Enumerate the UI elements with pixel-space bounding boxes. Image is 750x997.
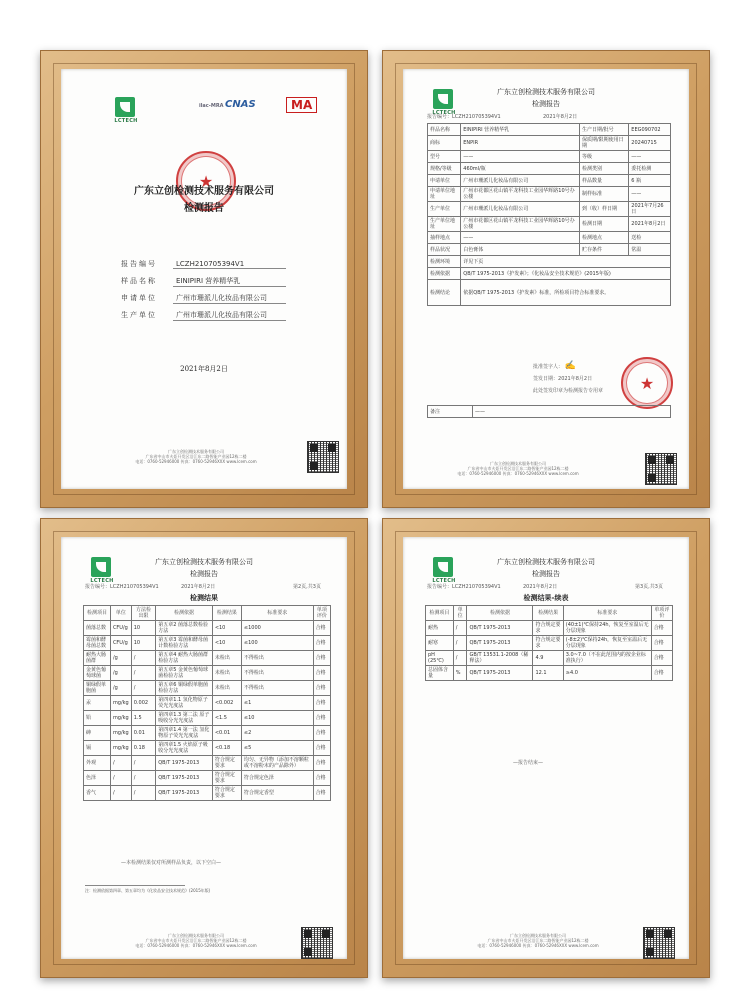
table-row <box>84 666 331 681</box>
table-cell: 未检出 <box>212 666 241 681</box>
column-header: 单项评价 <box>651 606 672 621</box>
footer-line-3: 电话：0760-52946000 传真：0760-52946XXX www.lcem.com <box>135 459 257 464</box>
info-value: 2021年7月26日 <box>629 202 671 217</box>
info-value: 460ml/瓶 <box>461 163 580 175</box>
frame-results-continued <box>382 518 710 978</box>
table-row <box>84 771 331 786</box>
sign-date-line <box>533 375 592 382</box>
info-table <box>427 123 671 306</box>
footnote-divider <box>85 885 185 886</box>
info-table-row <box>428 268 671 280</box>
report-no-label: 报告编号： <box>427 114 453 120</box>
table-cell: 第五章6 铜绿假单胞菌检验方法 <box>156 681 213 696</box>
qr-code <box>301 927 333 959</box>
cnas-logo: CNAS <box>225 99 256 110</box>
table-cell: ≤10 <box>241 711 313 726</box>
table-cell: 第五章4 耐热大肠菌群检验方法 <box>156 651 213 666</box>
table-cell: ≤1 <box>241 696 313 711</box>
table-cell: 0.18 <box>131 741 155 756</box>
table-cell: 合格 <box>313 681 330 696</box>
table-cell: 合格 <box>313 696 330 711</box>
table-cell: <10 <box>212 636 241 651</box>
footer-line-3: 电话：0760-52946000 传真：0760-52946XXX www.lcem.com <box>457 471 579 476</box>
info-label: 检测结论 <box>428 280 461 306</box>
remark-value: —— <box>473 406 671 418</box>
table-cell: 第四章1.3 第二法 原子吸收分光光度法 <box>156 711 213 726</box>
footer-line-1: 广东立创检测技术服务有限公司 <box>490 461 546 466</box>
table-cell: 外观 <box>84 756 111 771</box>
table-row <box>84 621 331 636</box>
table-cell: 10 <box>131 621 155 636</box>
frame-cover <box>40 50 368 508</box>
report-no: LCZH210705394V1 <box>452 584 501 590</box>
table-cell: 合格 <box>313 771 330 786</box>
info-label: 申请单位 <box>428 175 461 187</box>
column-header: 标准要求 <box>241 606 313 621</box>
ilac-mra-logo: ilac-MRA <box>199 103 224 109</box>
field-value: EINIPIRI 营养精华乳 <box>173 276 286 287</box>
official-seal: ★ <box>176 151 236 211</box>
table-cell: 合格 <box>313 666 330 681</box>
table-cell: mg/kg <box>110 696 131 711</box>
table-cell: 1.5 <box>131 711 155 726</box>
table-cell: <0.01 <box>212 726 241 741</box>
table-row <box>426 636 673 651</box>
table-cell: / <box>131 786 155 801</box>
table-cell: 均匀、无异物（添加不溶颗粒或不溶粉末的产品除外） <box>241 756 313 771</box>
report-no-label: 报告编号： <box>85 584 111 590</box>
report-no-line <box>427 583 501 590</box>
table-cell: 砷 <box>84 726 111 741</box>
info-page <box>403 69 689 489</box>
field-label: 申请单位 <box>121 294 157 302</box>
table-cell: QB/T 1975-2013 <box>467 636 533 651</box>
results-title: 检测结果 <box>190 593 218 602</box>
official-seal: ★ <box>621 357 673 409</box>
info-table-row <box>428 256 671 268</box>
info-table-row <box>428 151 671 163</box>
results-footer <box>121 933 271 948</box>
table-cell: <0.002 <box>212 696 241 711</box>
footer-line-2: 广东省中山市火炬开发区沿江东二路智能产业园12栋二楼 <box>467 466 569 471</box>
remark-label: 备注 <box>428 406 473 418</box>
info-label: 商标 <box>428 136 461 151</box>
table-cell: CFU/g <box>110 636 131 651</box>
table-row <box>426 621 673 636</box>
table-row <box>84 696 331 711</box>
info-footer <box>443 461 593 476</box>
table-cell: mg/kg <box>110 741 131 756</box>
table-cell: 第五章2 菌落总数检验方法 <box>156 621 213 636</box>
report-end-note: —报告结束— <box>513 760 544 766</box>
table-cell: 铅 <box>84 711 111 726</box>
table-cell: 合格 <box>651 651 672 666</box>
table-cell: ≥4.0 <box>563 666 651 681</box>
report-title: 检测报告 <box>532 100 560 108</box>
seal-note: 此处签发印章为检测报告专用章 <box>533 388 604 394</box>
table-row <box>84 711 331 726</box>
info-label: 申请单位地址 <box>428 187 461 202</box>
logo-text: LCTECH <box>432 110 456 116</box>
table-cell: / <box>131 666 155 681</box>
table-cell: 第四章1.1 氢化物原子荧光光度法 <box>156 696 213 711</box>
table-row <box>84 741 331 756</box>
results-footnote: 注：检测依据第四章、第五章均为《化妆品安全技术规范》(2015年版) <box>85 888 211 893</box>
info-table-row <box>428 175 671 187</box>
frame-info <box>382 50 710 508</box>
info-label: 生产单位地址 <box>428 217 461 232</box>
table-row <box>84 636 331 651</box>
table-row <box>84 786 331 801</box>
results-continued-page <box>403 537 689 959</box>
column-header: 检测结果 <box>212 606 241 621</box>
table-cell: ≤5 <box>241 741 313 756</box>
footer-line-1: 广东立创检测技术服务有限公司 <box>510 933 566 938</box>
field-value: 广州市珊派儿化妆品有限公司 <box>173 310 286 321</box>
info-value: EEG090702 <box>629 124 671 136</box>
footer-line-1: 广东立创检测技术服务有限公司 <box>168 449 224 454</box>
info-label: 检测地点 <box>579 232 628 244</box>
company-name: 广东立创检测技术服务有限公司 <box>497 88 595 96</box>
info-value: 送检 <box>629 232 671 244</box>
column-header: 检测项目 <box>84 606 111 621</box>
table-cell: ≤100 <box>241 636 313 651</box>
info-label: 检测环境 <box>428 256 461 268</box>
table-cell: 合格 <box>313 756 330 771</box>
sign-date: 2021年8月2日 <box>558 376 593 382</box>
info-value: ENPIR <box>461 136 580 151</box>
cover-field-applicant <box>121 293 286 304</box>
table-cell: 3.0~7.0（不在此范围内的按企业标准执行） <box>563 651 651 666</box>
page-number: 第2页,共3页 <box>293 584 321 590</box>
table-cell: / <box>110 771 131 786</box>
column-header: 单位 <box>110 606 131 621</box>
column-header: 单位 <box>453 606 467 621</box>
info-table-row <box>428 202 671 217</box>
field-label: 生产单位 <box>121 311 157 319</box>
info-label: 贮存条件 <box>579 244 628 256</box>
table-cell: 金黄色葡萄球菌 <box>84 666 111 681</box>
report-no-line <box>85 583 159 590</box>
table-cell: 4.9 <box>533 651 563 666</box>
footer-line-2: 广东省中山市火炬开发区沿江东二路智能产业园12栋二楼 <box>145 454 247 459</box>
column-header: 方法检出限 <box>131 606 155 621</box>
table-cell: / <box>131 771 155 786</box>
table-row <box>426 666 673 681</box>
cma-logo: MA <box>286 97 317 113</box>
table-cell: ≤1000 <box>241 621 313 636</box>
info-label: 样品数量 <box>579 175 628 187</box>
table-cell: 符合规定要求 <box>212 771 241 786</box>
info-label: 规格/等级 <box>428 163 461 175</box>
table-cell: GB/T 13531.1-2008（稀释法） <box>467 651 533 666</box>
results-table <box>83 605 331 801</box>
info-table-row <box>428 187 671 202</box>
column-header: 单项评价 <box>313 606 330 621</box>
table-cell: 镉 <box>84 741 111 756</box>
footer-line-3: 电话：0760-52946000 传真：0760-52946XXX www.lcem.com <box>477 943 599 948</box>
table-cell: 汞 <box>84 696 111 711</box>
table-cell: 未检出 <box>212 681 241 696</box>
table-cell: 总固体含量 <box>426 666 454 681</box>
info-label: 型号 <box>428 151 461 163</box>
table-cell: 不得检出 <box>241 681 313 696</box>
lctech-logo <box>109 97 143 129</box>
qr-code <box>307 441 339 473</box>
table-cell: 合格 <box>313 741 330 756</box>
table-cell: 合格 <box>651 621 672 636</box>
info-value: —— <box>629 187 671 202</box>
frame-results <box>40 518 368 978</box>
table-cell: 合格 <box>313 636 330 651</box>
table-cell: 霉菌和酵母菌总数 <box>84 636 111 651</box>
table-cell: 符合规定色泽 <box>241 771 313 786</box>
table-cell: 耐寒 <box>426 636 454 651</box>
field-label: 样品名称 <box>121 277 157 285</box>
info-value: —— <box>461 151 580 163</box>
table-cell: 第四章1.4 第一法 氢化物原子荧光光度法 <box>156 726 213 741</box>
table-cell: 合格 <box>651 666 672 681</box>
remark-table <box>427 405 671 418</box>
report-date: 2021年8月2日 <box>543 114 578 120</box>
table-cell: 符合规定要求 <box>533 621 563 636</box>
info-table-row <box>428 217 671 232</box>
table-cell: 合格 <box>313 651 330 666</box>
continued-footer <box>463 933 613 948</box>
info-value: 详见下页 <box>461 256 671 268</box>
cover-footer <box>121 449 271 464</box>
company-name: 广东立创检测技术服务有限公司 <box>134 186 274 197</box>
report-title: 检测报告 <box>532 570 560 578</box>
column-header: 标准要求 <box>563 606 651 621</box>
column-header: 检测依据 <box>467 606 533 621</box>
field-value: 广州市珊派儿化妆品有限公司 <box>173 293 286 304</box>
info-value: EINIPIRI 营养精华乳 <box>461 124 580 136</box>
signer-line <box>533 361 576 371</box>
footer-line-1: 广东立创检测技术服务有限公司 <box>168 933 224 938</box>
info-label: 检测日期 <box>579 217 628 232</box>
table-cell: 符合规定要求 <box>212 756 241 771</box>
table-cell: 符合规定香型 <box>241 786 313 801</box>
table-cell: mg/kg <box>110 711 131 726</box>
report-title: 检测报告 <box>184 203 224 214</box>
table-cell: ≤2 <box>241 726 313 741</box>
table-cell: 符合规定要求 <box>533 636 563 651</box>
table-cell: /g <box>110 681 131 696</box>
info-label: 保质期/限期使用日期 <box>579 136 628 151</box>
table-cell: 合格 <box>313 711 330 726</box>
signer-label: 批准签字人： <box>533 364 564 370</box>
table-cell: / <box>110 756 131 771</box>
table-cell: (40±1)℃保持24h，恢复至室温后无分层现象 <box>563 621 651 636</box>
info-value: 委托检测 <box>629 163 671 175</box>
table-cell: CFU/g <box>110 621 131 636</box>
field-value: LCZH210705394V1 <box>173 260 286 269</box>
table-cell: 菌落总数 <box>84 621 111 636</box>
table-cell: 合格 <box>313 621 330 636</box>
table-cell: 符合规定要求 <box>212 786 241 801</box>
logo-text: LCTECH <box>90 578 114 584</box>
info-table-row <box>428 280 671 306</box>
company-name: 广东立创检测技术服务有限公司 <box>155 558 253 566</box>
table-cell: QB/T 1975-2013 <box>156 771 213 786</box>
table-cell: <1.5 <box>212 711 241 726</box>
info-value: 广州市花都区花山镇平龙科技工业园华辉路10号办公楼 <box>461 187 580 202</box>
lctech-logo-icon <box>115 97 135 117</box>
info-label: 到（收）样日期 <box>579 202 628 217</box>
info-table-row <box>428 136 671 151</box>
table-cell: 第五章5 金黄色葡萄球菌检验方法 <box>156 666 213 681</box>
table-cell: / <box>131 756 155 771</box>
table-cell: QB/T 1975-2013 <box>467 666 533 681</box>
qr-code <box>645 453 677 485</box>
info-table-row <box>428 163 671 175</box>
table-cell: (-8±2)℃保持24h，恢复至室温后无分层现象 <box>563 636 651 651</box>
table-cell: 12.1 <box>533 666 563 681</box>
column-header: 检测结果 <box>533 606 563 621</box>
cover-field-sample-name <box>121 276 286 287</box>
table-cell: /g <box>110 666 131 681</box>
results-continued-table <box>425 605 673 681</box>
page-number: 第3页,共3页 <box>635 584 663 590</box>
table-cell: 未检出 <box>212 651 241 666</box>
report-no: LCZH210705394V1 <box>110 584 159 590</box>
table-cell: QB/T 1975-2013 <box>156 756 213 771</box>
info-label: 检测类别 <box>579 163 628 175</box>
info-value: —— <box>629 151 671 163</box>
info-label: 等级 <box>579 151 628 163</box>
info-value: 广州市花都区花山镇平龙科技工业园华辉路10号办公楼 <box>461 217 580 232</box>
column-header: 检测项目 <box>426 606 454 621</box>
info-value: 广州市珊派儿化妆品有限公司 <box>461 202 580 217</box>
cover-field-report-no <box>121 259 286 269</box>
results-end-note: —本检测结果仅对所测样品负责，以下空白— <box>121 860 222 866</box>
cover-field-manufacturer <box>121 310 286 321</box>
table-cell: / <box>453 651 467 666</box>
table-cell: <0.18 <box>212 741 241 756</box>
results-continued-title: 检测结果-续表 <box>523 593 569 602</box>
table-row <box>84 756 331 771</box>
report-date: 2021年8月2日 <box>523 584 558 590</box>
report-date: 2021年8月2日 <box>181 584 216 590</box>
report-no-line <box>427 113 501 120</box>
info-value: 广州市珊派儿化妆品有限公司 <box>461 175 580 187</box>
info-label: 生产日期/批号 <box>579 124 628 136</box>
info-value: 20240715 <box>629 136 671 151</box>
table-cell: % <box>453 666 467 681</box>
logo-text: LCTECH <box>432 578 456 584</box>
table-row <box>84 726 331 741</box>
info-table-row <box>428 244 671 256</box>
info-label: 抽样地点 <box>428 232 461 244</box>
table-row <box>84 681 331 696</box>
info-label: 制样标准 <box>579 187 628 202</box>
info-label: 样品状况 <box>428 244 461 256</box>
info-value: 依据QB/T 1975-2013《护发素》标准，所检项目符合标准要求。 <box>461 280 671 306</box>
info-table-row <box>428 124 671 136</box>
table-cell: QB/T 1975-2013 <box>156 786 213 801</box>
table-cell: / <box>110 786 131 801</box>
footer-line-2: 广东省中山市火炬开发区沿江东二路智能产业园12栋二楼 <box>487 938 589 943</box>
info-value: 6 瓶 <box>629 175 671 187</box>
signature: ✍ <box>564 361 576 371</box>
table-cell: 耐热 <box>426 621 454 636</box>
table-cell: 10 <box>131 636 155 651</box>
table-cell: / <box>453 621 467 636</box>
info-label: 检测依据 <box>428 268 461 280</box>
table-cell: /g <box>110 651 131 666</box>
table-cell: 色泽 <box>84 771 111 786</box>
info-value: 常温 <box>629 244 671 256</box>
results-page <box>61 537 347 959</box>
table-cell: 0.002 <box>131 696 155 711</box>
footer-line-2: 广东省中山市火炬开发区沿江东二路智能产业园12栋二楼 <box>145 938 247 943</box>
table-cell: 香气 <box>84 786 111 801</box>
info-value: QB/T 1975-2013《护发素》；《化妆品安全技术规范》(2015年版) <box>461 268 671 280</box>
info-label: 样品名称 <box>428 124 461 136</box>
company-name: 广东立创检测技术服务有限公司 <box>497 558 595 566</box>
logo-text: LCTECH <box>114 118 138 124</box>
footer-line-3: 电话：0760-52946000 传真：0760-52946XXX www.lcem.com <box>135 943 257 948</box>
table-cell: <10 <box>212 621 241 636</box>
qr-code <box>643 927 675 959</box>
table-cell: pH (25℃) <box>426 651 454 666</box>
field-label: 报告编号 <box>121 260 157 268</box>
table-cell: / <box>453 636 467 651</box>
info-label: 生产单位 <box>428 202 461 217</box>
info-value: 白色膏体 <box>461 244 580 256</box>
table-cell: 耐热大肠菌群 <box>84 651 111 666</box>
report-no-label: 报告编号： <box>427 584 453 590</box>
table-row <box>84 651 331 666</box>
table-cell: / <box>131 651 155 666</box>
report-title: 检测报告 <box>190 570 218 578</box>
table-cell: mg/kg <box>110 726 131 741</box>
table-cell: 第四章1.5 火焰原子吸收分光光度法 <box>156 741 213 756</box>
table-cell: 铜绿假单胞菌 <box>84 681 111 696</box>
sign-date-label: 签发日期： <box>533 376 559 382</box>
table-cell: 0.01 <box>131 726 155 741</box>
info-value: —— <box>461 232 580 244</box>
cover-date: 2021年8月2日 <box>180 365 228 373</box>
table-cell: 不得检出 <box>241 651 313 666</box>
table-cell: 合格 <box>651 636 672 651</box>
column-header: 检测依据 <box>156 606 213 621</box>
table-row <box>426 651 673 666</box>
table-cell: QB/T 1975-2013 <box>467 621 533 636</box>
table-cell: 不得检出 <box>241 666 313 681</box>
table-cell: / <box>131 681 155 696</box>
cover-page <box>61 69 347 489</box>
table-cell: 合格 <box>313 786 330 801</box>
table-cell: 合格 <box>313 726 330 741</box>
report-no: LCZH210705394V1 <box>452 114 501 120</box>
info-table-row <box>428 232 671 244</box>
table-cell: 第五章3 霉菌和酵母菌计数检验方法 <box>156 636 213 651</box>
info-value: 2021年8月2日 <box>629 217 671 232</box>
